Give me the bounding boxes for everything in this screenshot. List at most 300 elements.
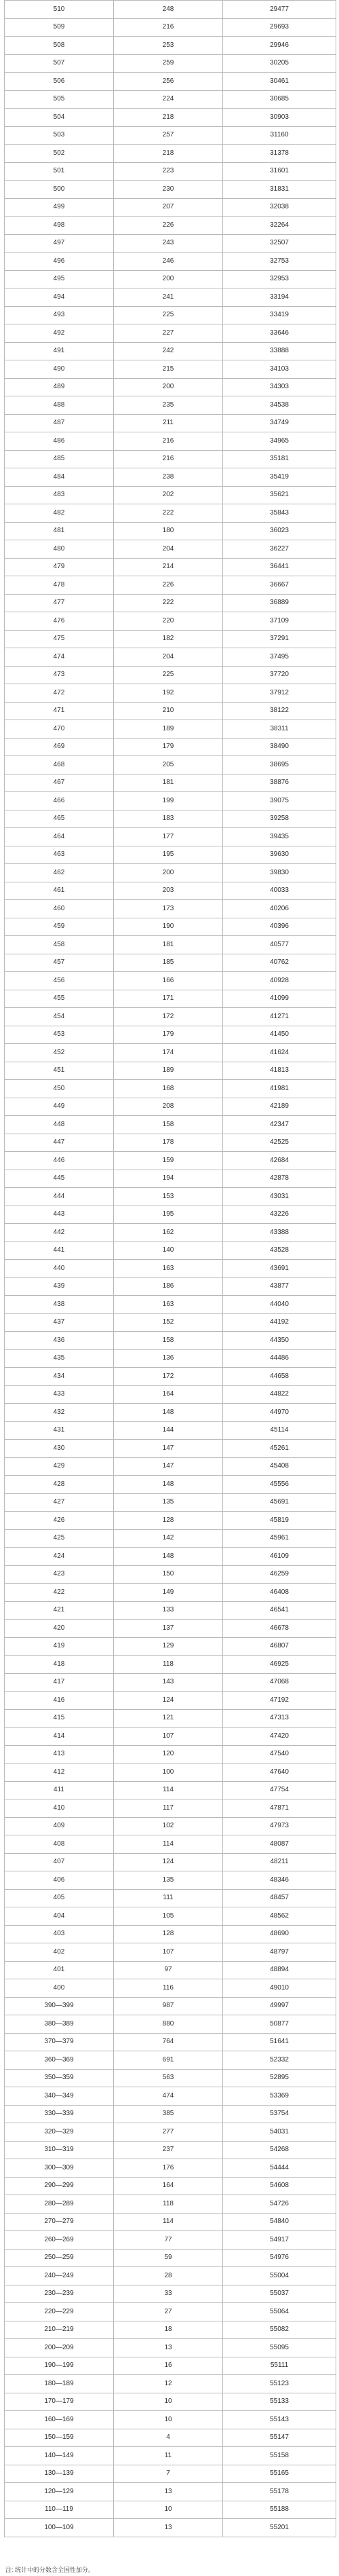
count-cell: 203 bbox=[114, 882, 223, 900]
score-cell: 498 bbox=[5, 217, 114, 235]
cumulative-cell: 34749 bbox=[223, 414, 336, 432]
count-cell: 987 bbox=[114, 1997, 223, 2015]
table-row bbox=[5, 2123, 336, 2142]
count-cell: 207 bbox=[114, 198, 223, 217]
score-cell: 423 bbox=[5, 1565, 114, 1584]
cumulative-cell: 41271 bbox=[223, 1008, 336, 1026]
cumulative-cell: 52332 bbox=[223, 2051, 336, 2070]
cumulative-cell: 33888 bbox=[223, 342, 336, 360]
cumulative-cell: 46541 bbox=[223, 1601, 336, 1620]
score-cell: 370—379 bbox=[5, 2033, 114, 2051]
cumulative-cell: 46678 bbox=[223, 1620, 336, 1638]
count-cell: 133 bbox=[114, 1601, 223, 1620]
cumulative-cell: 41450 bbox=[223, 1026, 336, 1044]
score-cell: 280—289 bbox=[5, 2195, 114, 2214]
cumulative-cell: 45691 bbox=[223, 1493, 336, 1512]
table-row bbox=[5, 576, 336, 595]
cumulative-cell: 48457 bbox=[223, 1889, 336, 1907]
table-row bbox=[5, 414, 336, 432]
score-cell: 401 bbox=[5, 1961, 114, 1979]
cumulative-cell: 45556 bbox=[223, 1476, 336, 1494]
count-cell: 227 bbox=[114, 324, 223, 343]
score-cell: 440 bbox=[5, 1260, 114, 1278]
cumulative-cell: 43031 bbox=[223, 1188, 336, 1206]
score-cell: 461 bbox=[5, 882, 114, 900]
score-cell: 465 bbox=[5, 810, 114, 828]
table-row bbox=[5, 1277, 336, 1296]
score-cell: 501 bbox=[5, 162, 114, 181]
cumulative-cell: 55037 bbox=[223, 2285, 336, 2303]
score-cell: 250—259 bbox=[5, 2249, 114, 2267]
table-row bbox=[5, 1997, 336, 2015]
score-cell: 140—149 bbox=[5, 2447, 114, 2465]
table-row bbox=[5, 1440, 336, 1458]
cumulative-cell: 46807 bbox=[223, 1637, 336, 1656]
count-cell: 100 bbox=[114, 1763, 223, 1782]
score-cell: 210—219 bbox=[5, 2321, 114, 2339]
table-row bbox=[5, 18, 336, 37]
score-cell: 150—159 bbox=[5, 2429, 114, 2447]
count-cell: 105 bbox=[114, 1907, 223, 1926]
table-row bbox=[5, 1404, 336, 1422]
table-row bbox=[5, 1026, 336, 1044]
table-row bbox=[5, 954, 336, 972]
count-cell: 117 bbox=[114, 1799, 223, 1818]
cumulative-cell: 55123 bbox=[223, 2375, 336, 2393]
cumulative-cell: 33419 bbox=[223, 306, 336, 324]
count-cell: 107 bbox=[114, 1728, 223, 1746]
score-cell: 449 bbox=[5, 1098, 114, 1116]
cumulative-cell: 45819 bbox=[223, 1512, 336, 1530]
count-cell: 13 bbox=[114, 2339, 223, 2357]
table-row bbox=[5, 1421, 336, 1440]
cumulative-cell: 44040 bbox=[223, 1296, 336, 1314]
score-cell: 406 bbox=[5, 1871, 114, 1890]
table-row bbox=[5, 918, 336, 936]
score-cell: 479 bbox=[5, 558, 114, 576]
table-row bbox=[5, 1170, 336, 1188]
cumulative-cell: 44822 bbox=[223, 1385, 336, 1404]
score-cell: 483 bbox=[5, 486, 114, 504]
table-row bbox=[5, 2231, 336, 2250]
cumulative-cell: 42878 bbox=[223, 1170, 336, 1188]
score-cell: 419 bbox=[5, 1637, 114, 1656]
table-row bbox=[5, 756, 336, 774]
count-cell: 13 bbox=[114, 2483, 223, 2501]
count-cell: 210 bbox=[114, 702, 223, 720]
cumulative-cell: 45261 bbox=[223, 1440, 336, 1458]
cumulative-cell: 39630 bbox=[223, 846, 336, 864]
table-row bbox=[5, 2447, 336, 2465]
score-cell: 432 bbox=[5, 1404, 114, 1422]
count-cell: 204 bbox=[114, 540, 223, 559]
cumulative-cell: 41813 bbox=[223, 1062, 336, 1080]
count-cell: 230 bbox=[114, 181, 223, 199]
table-row bbox=[5, 846, 336, 864]
score-cell: 240—249 bbox=[5, 2267, 114, 2285]
table-row bbox=[5, 1925, 336, 1943]
cumulative-cell: 46259 bbox=[223, 1565, 336, 1584]
table-row bbox=[5, 342, 336, 360]
count-cell: 172 bbox=[114, 1368, 223, 1386]
count-cell: 163 bbox=[114, 1296, 223, 1314]
table-row bbox=[5, 1601, 336, 1620]
cumulative-cell: 36667 bbox=[223, 576, 336, 595]
score-cell: 446 bbox=[5, 1152, 114, 1170]
score-cell: 506 bbox=[5, 73, 114, 91]
cumulative-cell: 52895 bbox=[223, 2069, 336, 2087]
score-cell: 417 bbox=[5, 1673, 114, 1692]
count-cell: 183 bbox=[114, 810, 223, 828]
cumulative-cell: 39258 bbox=[223, 810, 336, 828]
count-cell: 179 bbox=[114, 1026, 223, 1044]
count-cell: 178 bbox=[114, 1134, 223, 1152]
count-cell: 194 bbox=[114, 1170, 223, 1188]
count-cell: 173 bbox=[114, 900, 223, 918]
cumulative-cell: 55188 bbox=[223, 2501, 336, 2519]
score-cell: 475 bbox=[5, 630, 114, 648]
count-cell: 202 bbox=[114, 486, 223, 504]
score-cell: 509 bbox=[5, 18, 114, 37]
score-cell: 503 bbox=[5, 126, 114, 145]
score-cell: 481 bbox=[5, 522, 114, 540]
table-row bbox=[5, 648, 336, 667]
count-cell: 135 bbox=[114, 1871, 223, 1890]
score-cell: 418 bbox=[5, 1656, 114, 1674]
table-row bbox=[5, 1781, 336, 1799]
cumulative-cell: 44350 bbox=[223, 1332, 336, 1350]
count-cell: 150 bbox=[114, 1565, 223, 1584]
table-row bbox=[5, 1044, 336, 1062]
score-cell: 421 bbox=[5, 1601, 114, 1620]
cumulative-cell: 39435 bbox=[223, 828, 336, 846]
count-cell: 28 bbox=[114, 2267, 223, 2285]
table-row bbox=[5, 1871, 336, 1890]
score-cell: 340—349 bbox=[5, 2087, 114, 2106]
cumulative-cell: 49010 bbox=[223, 1979, 336, 1998]
table-row bbox=[5, 1098, 336, 1116]
table-row bbox=[5, 432, 336, 451]
count-cell: 124 bbox=[114, 1692, 223, 1710]
table-row bbox=[5, 1907, 336, 1926]
score-cell: 450 bbox=[5, 1080, 114, 1098]
cumulative-cell: 45114 bbox=[223, 1421, 336, 1440]
score-cell: 435 bbox=[5, 1349, 114, 1368]
cumulative-cell: 55095 bbox=[223, 2339, 336, 2357]
cumulative-cell: 40206 bbox=[223, 900, 336, 918]
cumulative-cell: 35843 bbox=[223, 504, 336, 523]
score-cell: 310—319 bbox=[5, 2141, 114, 2159]
count-cell: 214 bbox=[114, 558, 223, 576]
score-cell: 491 bbox=[5, 342, 114, 360]
table-row bbox=[5, 1224, 336, 1242]
count-cell: 142 bbox=[114, 1529, 223, 1548]
table-row bbox=[5, 324, 336, 343]
count-cell: 10 bbox=[114, 2393, 223, 2411]
cumulative-cell: 38311 bbox=[223, 720, 336, 739]
table-row bbox=[5, 450, 336, 468]
table-row bbox=[5, 864, 336, 882]
cumulative-cell: 34965 bbox=[223, 432, 336, 451]
cumulative-cell: 55111 bbox=[223, 2357, 336, 2375]
table-row bbox=[5, 181, 336, 199]
cumulative-cell: 48346 bbox=[223, 1871, 336, 1890]
table-row bbox=[5, 1745, 336, 1763]
count-cell: 223 bbox=[114, 162, 223, 181]
table-row bbox=[5, 828, 336, 846]
cumulative-cell: 32753 bbox=[223, 253, 336, 271]
count-cell: 27 bbox=[114, 2303, 223, 2321]
cumulative-cell: 32507 bbox=[223, 234, 336, 253]
score-cell: 434 bbox=[5, 1368, 114, 1386]
score-cell: 425 bbox=[5, 1529, 114, 1548]
count-cell: 16 bbox=[114, 2357, 223, 2375]
cumulative-cell: 31601 bbox=[223, 162, 336, 181]
count-cell: 140 bbox=[114, 1242, 223, 1260]
score-cell: 456 bbox=[5, 972, 114, 990]
table-row bbox=[5, 1476, 336, 1494]
score-cell: 431 bbox=[5, 1421, 114, 1440]
score-cell: 290—299 bbox=[5, 2177, 114, 2195]
score-cell: 160—169 bbox=[5, 2411, 114, 2429]
score-cell: 464 bbox=[5, 828, 114, 846]
cumulative-cell: 48211 bbox=[223, 1853, 336, 1871]
score-cell: 508 bbox=[5, 37, 114, 55]
count-cell: 158 bbox=[114, 1116, 223, 1134]
count-cell: 135 bbox=[114, 1493, 223, 1512]
count-cell: 10 bbox=[114, 2501, 223, 2519]
count-cell: 256 bbox=[114, 73, 223, 91]
count-cell: 186 bbox=[114, 1277, 223, 1296]
count-cell: 163 bbox=[114, 1260, 223, 1278]
count-cell: 128 bbox=[114, 1925, 223, 1943]
score-cell: 471 bbox=[5, 702, 114, 720]
count-cell: 185 bbox=[114, 954, 223, 972]
score-cell: 409 bbox=[5, 1817, 114, 1835]
score-cell: 473 bbox=[5, 666, 114, 684]
table-row bbox=[5, 1548, 336, 1566]
count-cell: 159 bbox=[114, 1152, 223, 1170]
score-cell: 180—189 bbox=[5, 2375, 114, 2393]
score-cell: 422 bbox=[5, 1584, 114, 1602]
score-cell: 441 bbox=[5, 1242, 114, 1260]
table-row bbox=[5, 90, 336, 109]
score-cell: 200—209 bbox=[5, 2339, 114, 2357]
table-row bbox=[5, 162, 336, 181]
score-cell: 490 bbox=[5, 360, 114, 379]
cumulative-cell: 37495 bbox=[223, 648, 336, 667]
count-cell: 243 bbox=[114, 234, 223, 253]
count-cell: 225 bbox=[114, 666, 223, 684]
count-cell: 124 bbox=[114, 1853, 223, 1871]
count-cell: 182 bbox=[114, 630, 223, 648]
table-row bbox=[5, 270, 336, 288]
count-cell: 111 bbox=[114, 1889, 223, 1907]
table-row bbox=[5, 774, 336, 792]
cumulative-cell: 31160 bbox=[223, 126, 336, 145]
score-cell: 416 bbox=[5, 1692, 114, 1710]
score-cell: 260—269 bbox=[5, 2231, 114, 2250]
score-cell: 400 bbox=[5, 1979, 114, 1998]
cumulative-cell: 42189 bbox=[223, 1098, 336, 1116]
table-row bbox=[5, 2483, 336, 2501]
count-cell: 153 bbox=[114, 1188, 223, 1206]
score-cell: 504 bbox=[5, 109, 114, 127]
table-row bbox=[5, 2339, 336, 2357]
table-row bbox=[5, 1728, 336, 1746]
count-cell: 168 bbox=[114, 1080, 223, 1098]
cumulative-cell: 43388 bbox=[223, 1224, 336, 1242]
score-cell: 414 bbox=[5, 1728, 114, 1746]
count-cell: 152 bbox=[114, 1313, 223, 1332]
score-cell: 403 bbox=[5, 1925, 114, 1943]
count-cell: 148 bbox=[114, 1548, 223, 1566]
count-cell: 179 bbox=[114, 738, 223, 756]
table-row bbox=[5, 2159, 336, 2178]
cumulative-cell: 34538 bbox=[223, 396, 336, 415]
count-cell: 114 bbox=[114, 1835, 223, 1854]
table-row bbox=[5, 145, 336, 163]
cumulative-cell: 30205 bbox=[223, 54, 336, 73]
count-cell: 18 bbox=[114, 2321, 223, 2339]
count-cell: 33 bbox=[114, 2285, 223, 2303]
table-row bbox=[5, 37, 336, 55]
count-cell: 235 bbox=[114, 396, 223, 415]
cumulative-cell: 34103 bbox=[223, 360, 336, 379]
score-cell: 469 bbox=[5, 738, 114, 756]
score-cell: 460 bbox=[5, 900, 114, 918]
count-cell: 190 bbox=[114, 918, 223, 936]
cumulative-cell: 32264 bbox=[223, 217, 336, 235]
count-cell: 136 bbox=[114, 1349, 223, 1368]
table-row bbox=[5, 1152, 336, 1170]
cumulative-cell: 40033 bbox=[223, 882, 336, 900]
table-row bbox=[5, 2141, 336, 2159]
cumulative-cell: 40762 bbox=[223, 954, 336, 972]
score-cell: 408 bbox=[5, 1835, 114, 1854]
table-row bbox=[5, 1385, 336, 1404]
table-row bbox=[5, 1763, 336, 1782]
table-row bbox=[5, 1692, 336, 1710]
table-row bbox=[5, 2249, 336, 2267]
score-cell: 438 bbox=[5, 1296, 114, 1314]
cumulative-cell: 37912 bbox=[223, 684, 336, 703]
score-cell: 454 bbox=[5, 1008, 114, 1026]
count-cell: 13 bbox=[114, 2519, 223, 2537]
cumulative-cell: 48690 bbox=[223, 1925, 336, 1943]
cumulative-cell: 46408 bbox=[223, 1584, 336, 1602]
score-cell: 170—179 bbox=[5, 2393, 114, 2411]
count-cell: 143 bbox=[114, 1673, 223, 1692]
table-row bbox=[5, 2177, 336, 2195]
cumulative-cell: 37109 bbox=[223, 612, 336, 631]
score-cell: 458 bbox=[5, 936, 114, 954]
count-cell: 181 bbox=[114, 774, 223, 792]
count-cell: 764 bbox=[114, 2033, 223, 2051]
score-cell: 477 bbox=[5, 594, 114, 612]
count-cell: 259 bbox=[114, 54, 223, 73]
cumulative-cell: 54268 bbox=[223, 2141, 336, 2159]
score-cell: 462 bbox=[5, 864, 114, 882]
cumulative-cell: 47313 bbox=[223, 1709, 336, 1728]
count-cell: 171 bbox=[114, 990, 223, 1008]
cumulative-cell: 36889 bbox=[223, 594, 336, 612]
score-cell: 452 bbox=[5, 1044, 114, 1062]
count-cell: 174 bbox=[114, 1044, 223, 1062]
table-row bbox=[5, 1799, 336, 1818]
score-cell: 350—359 bbox=[5, 2069, 114, 2087]
count-cell: 114 bbox=[114, 2213, 223, 2231]
count-cell: 277 bbox=[114, 2123, 223, 2142]
score-cell: 407 bbox=[5, 1853, 114, 1871]
cumulative-cell: 33194 bbox=[223, 288, 336, 307]
cumulative-cell: 54840 bbox=[223, 2213, 336, 2231]
count-cell: 97 bbox=[114, 1961, 223, 1979]
count-cell: 107 bbox=[114, 1943, 223, 1962]
count-cell: 691 bbox=[114, 2051, 223, 2070]
table-row bbox=[5, 702, 336, 720]
score-cell: 412 bbox=[5, 1763, 114, 1782]
score-cell: 427 bbox=[5, 1493, 114, 1512]
count-cell: 118 bbox=[114, 2195, 223, 2214]
count-cell: 199 bbox=[114, 792, 223, 810]
score-cell: 505 bbox=[5, 90, 114, 109]
count-cell: 474 bbox=[114, 2087, 223, 2106]
table-row bbox=[5, 1332, 336, 1350]
score-cell: 404 bbox=[5, 1907, 114, 1926]
score-cell: 430 bbox=[5, 1440, 114, 1458]
count-cell: 220 bbox=[114, 612, 223, 631]
table-row bbox=[5, 198, 336, 217]
table-row bbox=[5, 1313, 336, 1332]
count-cell: 121 bbox=[114, 1709, 223, 1728]
table-row bbox=[5, 2411, 336, 2429]
score-cell: 485 bbox=[5, 450, 114, 468]
cumulative-cell: 31831 bbox=[223, 181, 336, 199]
score-cell: 443 bbox=[5, 1206, 114, 1224]
cumulative-cell: 40577 bbox=[223, 936, 336, 954]
table-row bbox=[5, 540, 336, 559]
count-cell: 137 bbox=[114, 1620, 223, 1638]
table-row bbox=[5, 1673, 336, 1692]
count-cell: 216 bbox=[114, 18, 223, 37]
count-cell: 166 bbox=[114, 972, 223, 990]
score-cell: 110—119 bbox=[5, 2501, 114, 2519]
cumulative-cell: 44486 bbox=[223, 1349, 336, 1368]
cumulative-cell: 46925 bbox=[223, 1656, 336, 1674]
cumulative-cell: 44192 bbox=[223, 1313, 336, 1332]
cumulative-cell: 29477 bbox=[223, 1, 336, 19]
cumulative-cell: 48562 bbox=[223, 1907, 336, 1926]
table-row bbox=[5, 486, 336, 504]
count-cell: 181 bbox=[114, 936, 223, 954]
cumulative-cell: 55064 bbox=[223, 2303, 336, 2321]
cumulative-cell: 48894 bbox=[223, 1961, 336, 1979]
table-row bbox=[5, 1529, 336, 1548]
count-cell: 215 bbox=[114, 360, 223, 379]
table-row bbox=[5, 2033, 336, 2051]
count-cell: 12 bbox=[114, 2375, 223, 2393]
score-cell: 478 bbox=[5, 576, 114, 595]
score-cell: 270—279 bbox=[5, 2213, 114, 2231]
table-row bbox=[5, 306, 336, 324]
table-row bbox=[5, 2519, 336, 2537]
table-row bbox=[5, 2429, 336, 2447]
count-cell: 148 bbox=[114, 1476, 223, 1494]
count-cell: 4 bbox=[114, 2429, 223, 2447]
table-row bbox=[5, 1584, 336, 1602]
cumulative-cell: 37291 bbox=[223, 630, 336, 648]
